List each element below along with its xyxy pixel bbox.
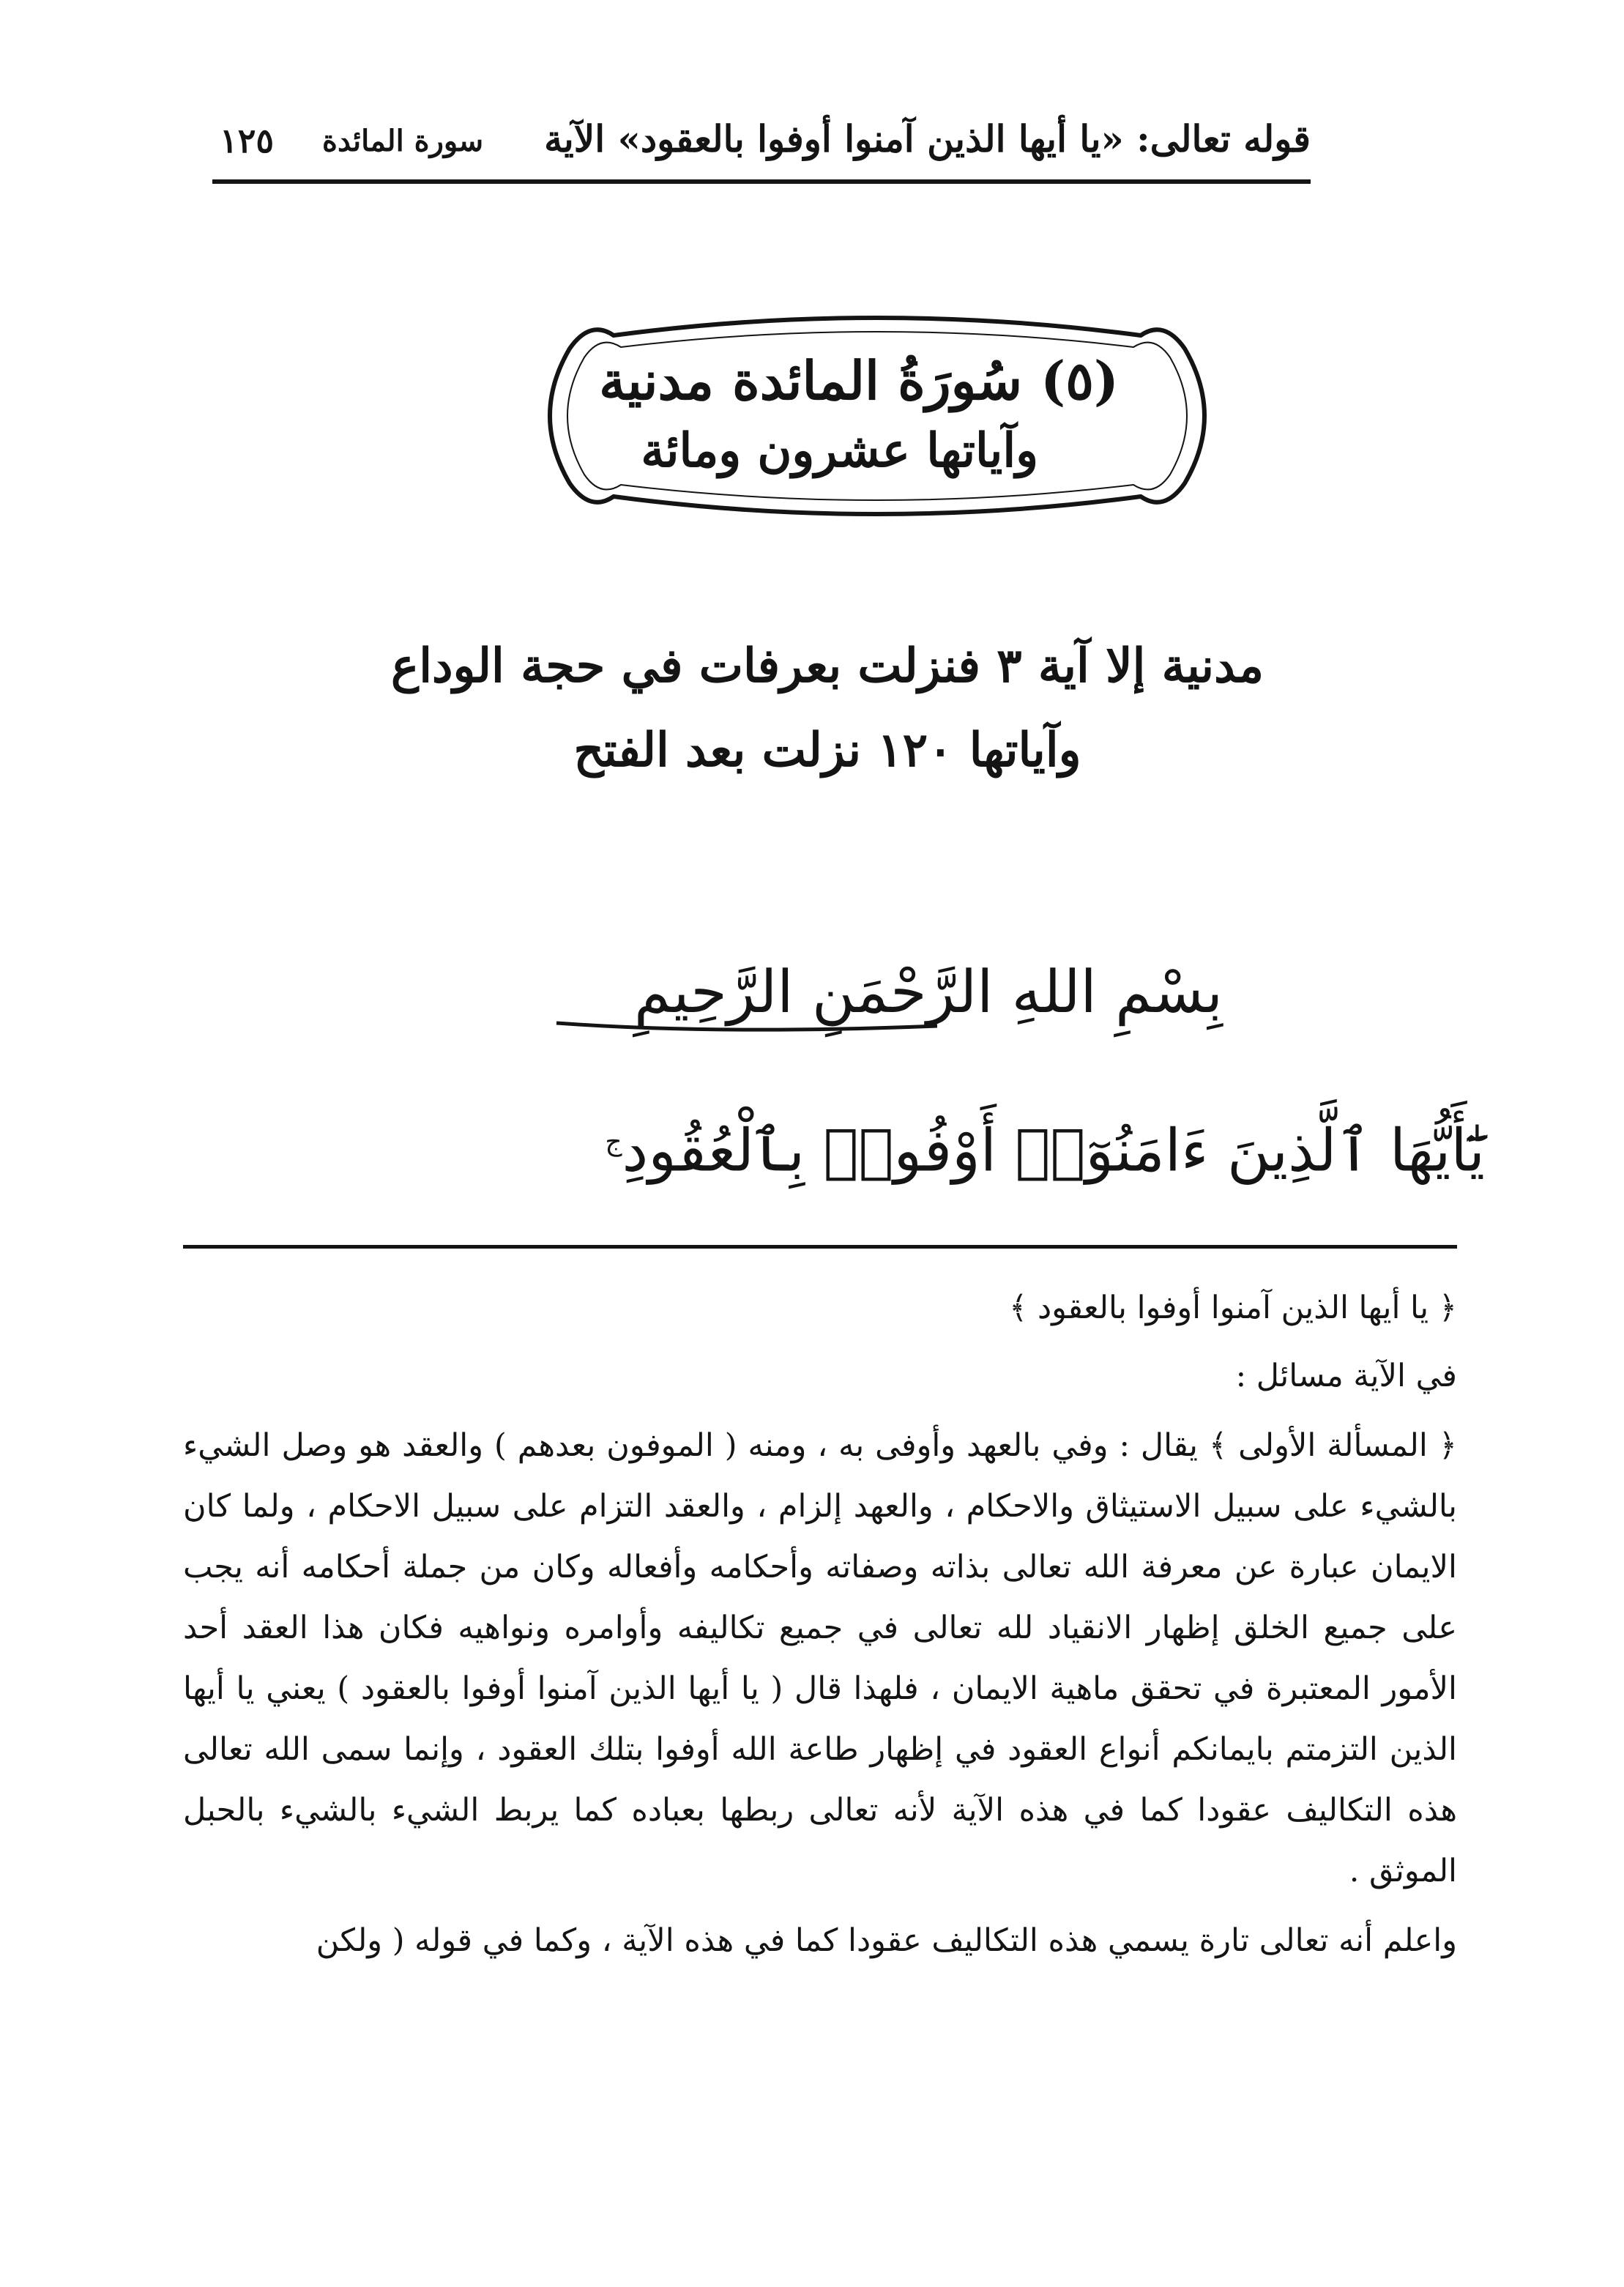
header-title: قوله تعالى: «يا أيها الذين آمنوا أوفوا بالعقود» الآية <box>544 117 1311 160</box>
commentary-issues-intro: في الآية مسائل : <box>1235 1358 1457 1394</box>
commentary-ayah-heading: ﴿ يا أيها الذين آمنوا أوفوا بالعقود ﴾ <box>1009 1290 1457 1326</box>
revelation-note-line-2: وآياتها ١٢٠ نزلت بعد الفتح <box>573 723 1081 778</box>
section-divider <box>183 1245 1457 1249</box>
waqf-mark: ج <box>605 1127 622 1157</box>
page-number: ١٢٥ <box>220 121 275 160</box>
commentary-body <box>183 1278 1457 1971</box>
commentary-continuation: واعلم أنه تعالى تارة يسمي هذه التكاليف عقودا كما في هذه الآية ، وكما في قوله ( ولكن <box>316 1922 1457 1959</box>
basmala-text: بِسْمِ اللهِ الرَّحْمَنِ الرَّحِيمِ <box>633 958 1223 1026</box>
quran-verse <box>605 1095 1485 1199</box>
verse-text: يَٰٓأَيُّهَا ٱلَّذِينَ ءَامَنُوٓا۟ أَوْفُوا۟ بِٱلْعُقُودِ <box>622 1116 1485 1185</box>
surah-title-cartouche <box>533 306 1221 526</box>
revelation-note-line-1: مدنية إلا آية ٣ فنزلت بعرفات في حجة الوداع <box>391 639 1264 693</box>
commentary-first-issue: ﴿ المسألة الأولى ﴾ يقال : وفي بالعهد وأوفى به ، ومنه ( الموفون بعدهم ) والعقد هو وصل الشيء بالشيء على سبيل الاستيثاق والاحكام ، والعهد إلزام ، والعقد التزام على سبيل الاحكام ، ولما كان الايمان عبارة عن معرفة الله تعالى بذاته وصفاته وأحكامه وأفعاله وكان من جملة أحكامه أنه يجب على جميع الخلق إظهار الانقياد لله تعالى في جميع تكاليفه وأوامره ونواهيه فكان هذا العقد أحد الأمور المعتبرة في تحقق ماهية الايمان ، فلهذا قال ( يا أيها الذين آمنوا أوفوا بالعقود ) يعني يا أيها الذين التزمتم بايمانكم أنواع العقود في إظهار طاعة الله أوفوا بتلك العقود ، وإنما سمى الله تعالى هذه التكاليف عقودا كما في هذه الآية لأنه تعالى ربطها بعباده كما يربط الشيء بالشيء بالحبل الموثق . <box>183 1427 1457 1889</box>
running-header <box>212 110 1311 168</box>
header-surah-name: سورة المائدة <box>322 124 484 158</box>
surah-name-line: (٥) سُورَةُ المائدة مدنية <box>599 349 1119 412</box>
basmala <box>527 941 1223 1058</box>
header-rule <box>212 179 1311 184</box>
surah-verse-count-line: وآياتها عشرون ومائة <box>641 423 1038 478</box>
